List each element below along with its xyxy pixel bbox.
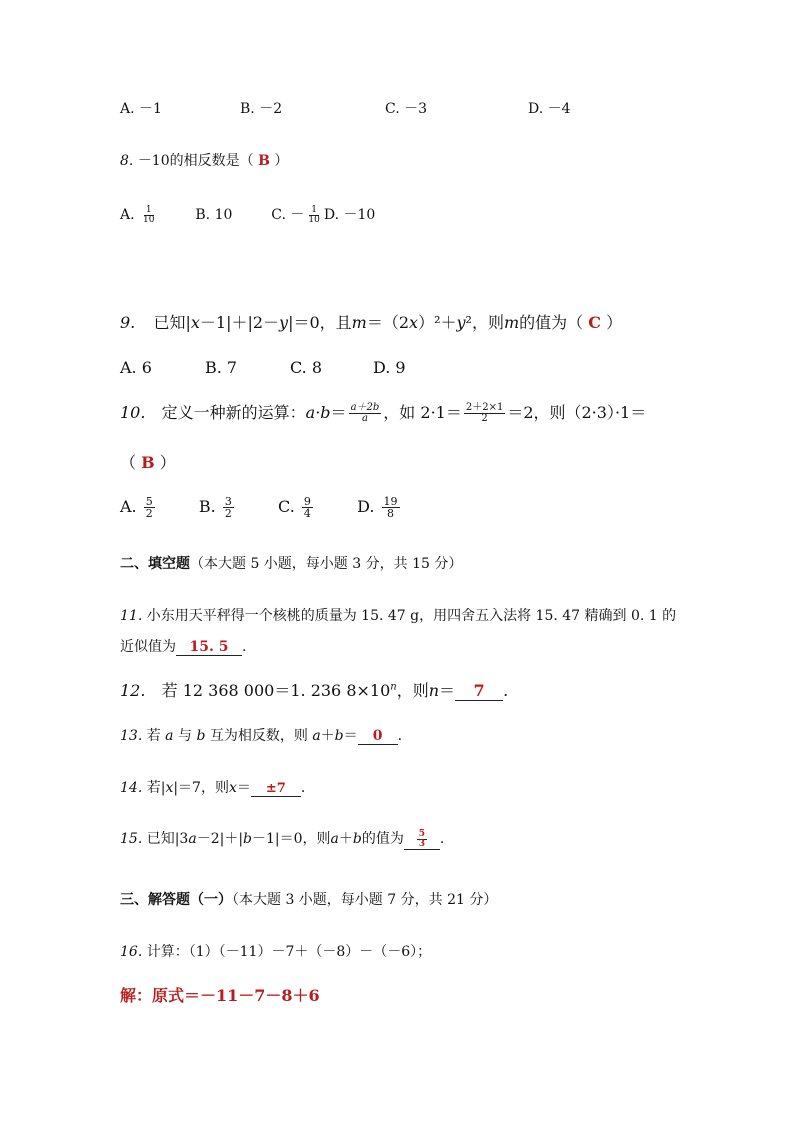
answer-blank (404, 830, 440, 850)
section-description: （本大题 3 小题，每小题 7 分，共 21 分） (232, 892, 498, 908)
numerator: 1 (145, 204, 152, 215)
q10-option-a-label: A. (120, 497, 137, 516)
numerator: 9 (303, 495, 311, 508)
var-b: b (196, 728, 206, 744)
q9-option-c: C. 8 (290, 358, 323, 377)
q11-line-2: 近似值为 (120, 639, 176, 655)
question-9 (120, 310, 622, 333)
numerator: 19 (383, 495, 398, 508)
q9-text-4: ＝（2 (366, 313, 410, 332)
q10-option-c-label: C. (278, 497, 295, 516)
numerator: a＋2b (350, 402, 380, 413)
denominator: 3 (418, 838, 425, 849)
answer-blank: 15. 5 (176, 640, 242, 656)
q10-options (120, 496, 402, 519)
answer: C (588, 313, 601, 332)
q15-text-1: 已知|3 (146, 831, 189, 847)
q10-option-b-label: B. (198, 497, 216, 516)
period: . (439, 831, 445, 847)
q15-text-4: 的值为 (361, 831, 404, 847)
var-a: a (188, 831, 197, 847)
q9-text-6: ²，则 (465, 313, 504, 332)
question-number: 10. (120, 403, 146, 422)
q13-text-2: 与 (177, 728, 192, 744)
q9-option-b: B. 7 (205, 358, 238, 377)
denominator: 8 (387, 507, 395, 520)
question-10-answer-line (120, 450, 176, 473)
q7-option-a: A. －1 (120, 101, 162, 117)
q10-option-c-fraction (302, 496, 313, 519)
denominator: 10 (308, 214, 320, 225)
question-number: 16. (120, 944, 143, 960)
answer: B (141, 453, 155, 472)
answer-blank: 7 (455, 682, 503, 701)
q9-option-d: D. 9 (373, 358, 406, 377)
q10-option-d-label: D. (357, 497, 375, 516)
q9-text-5: ）²＋ (418, 313, 457, 332)
question-8 (120, 150, 288, 170)
question-16 (120, 941, 431, 961)
denominator: 2 (224, 507, 232, 520)
q10-option-d-fraction (382, 496, 400, 519)
var-m: m (351, 313, 367, 332)
equals: ＝ (330, 403, 347, 422)
denominator: a (361, 413, 368, 424)
q15-text-3: －1|＝0，则 (252, 831, 331, 847)
q13-text-1: 若 (146, 728, 161, 744)
var-b: b (334, 728, 344, 744)
exponent: n (390, 681, 397, 693)
var-y: y (456, 313, 466, 332)
question-11-line-2 (120, 636, 246, 656)
period: . (397, 728, 403, 744)
q16-text: 计算：（1）（－11）－7＋（－8）－（－6）； (146, 944, 432, 960)
q9-text-1: 已知| (153, 313, 191, 332)
numerator: 5 (418, 828, 425, 839)
denominator: 2 (145, 507, 153, 520)
q10-example-post: ＝2，则（2·3）·1＝ (507, 403, 647, 422)
q8-option-a-label: A. (120, 207, 135, 223)
var-x: x (409, 313, 419, 332)
question-close: ） (159, 453, 176, 472)
question-close: ） (274, 153, 289, 169)
question-number: 11. (120, 608, 143, 624)
question-number: 9. (120, 313, 136, 332)
q9-text-2: －1|＋|2－ (199, 313, 280, 332)
q11-line-1: 小东用天平秤得一个核桃的质量为 15. 47 g，用四舍五入法将 15. 47 精确到 0. 1 的 (146, 608, 677, 624)
q14-text-1: 若| (146, 780, 166, 796)
equals: ＝ (439, 681, 456, 700)
numerator: 3 (224, 495, 232, 508)
equals: ＝ (343, 728, 358, 744)
section-2-heading (120, 553, 462, 573)
equals: ＝ (236, 780, 251, 796)
period: . (242, 639, 247, 655)
question-number: 12. (120, 681, 146, 700)
answer-fraction (417, 830, 427, 849)
q8-option-c-label: C. － (271, 207, 305, 223)
var-b: b (352, 831, 362, 847)
q10-example-pre: ，如 2·1＝ (383, 403, 462, 422)
var-a: a (165, 728, 174, 744)
q7-option-b: B. －2 (240, 101, 283, 117)
q13-text-3: 互为相反数，则 (209, 728, 308, 744)
var-a: a (312, 728, 321, 744)
denominator: 2 (481, 413, 488, 424)
q12-text-2: ，则 (396, 681, 429, 700)
section-3-heading (120, 889, 497, 909)
section-description: （本大题 5 小题，每小题 3 分，共 15 分） (190, 556, 463, 572)
solution-text: 解：原式＝－11－7－8＋6 (120, 986, 320, 1005)
numerator: 1 (311, 204, 318, 215)
question-number: 8. (120, 153, 134, 169)
numerator: 2＋2×1 (465, 402, 504, 413)
q10-option-a-fraction (144, 496, 155, 519)
question-11 (120, 605, 676, 625)
period: . (300, 780, 306, 796)
question-number: 14. (120, 780, 143, 796)
var-x: x (190, 313, 200, 332)
answer-blank: 0 (358, 729, 398, 745)
denominator: 10 (143, 214, 155, 225)
var-n: n (428, 681, 440, 700)
q15-text-2: －2|＋| (196, 831, 244, 847)
dot-operator: · (315, 403, 321, 422)
var-m: m (503, 313, 520, 332)
var-a: a (305, 403, 316, 422)
question-text: －10的相反数是（ (137, 153, 254, 169)
section-title: 二、填空题 (120, 556, 190, 572)
q8-options (120, 204, 375, 225)
q7-option-d: D. －4 (528, 101, 571, 117)
question-10 (120, 400, 646, 424)
var-x: x (165, 780, 174, 796)
definition-fraction (349, 403, 382, 424)
question-15 (120, 828, 444, 850)
denominator: 4 (303, 507, 311, 520)
q12-text-1: 若 12 368 000＝1. 236 8×10 (161, 681, 391, 700)
numerator: 5 (145, 495, 153, 508)
question-12 (120, 678, 508, 701)
var-x: x (228, 780, 237, 796)
q9-text-3: |＝0，且 (288, 313, 352, 332)
question-number: 15. (120, 831, 143, 847)
q8-option-d: D. －10 (323, 207, 376, 223)
answer: B (258, 153, 270, 169)
var-b: b (320, 403, 331, 422)
q10-text-1: 定义一种新的运算： (161, 403, 306, 422)
q7-option-c: C. －3 (385, 101, 428, 117)
q9-option-a: A. 6 (120, 358, 152, 377)
var-a: a (330, 831, 339, 847)
q9-text-7: 的值为（ (519, 313, 584, 332)
var-y: y (279, 313, 289, 332)
question-13 (120, 725, 402, 745)
plus: ＋ (338, 831, 353, 847)
plus: ＋ (320, 728, 335, 744)
question-number: 13. (120, 728, 143, 744)
question-open: （ (120, 453, 137, 472)
var-b: b (243, 831, 253, 847)
q10-option-b-fraction (223, 496, 234, 519)
answer-blank: ±7 (251, 782, 301, 797)
q8-option-a-fraction (141, 206, 156, 225)
q8-option-b: B. 10 (195, 207, 233, 223)
question-14 (120, 777, 305, 797)
example-fraction (464, 403, 505, 424)
section-title: 三、解答题（一） (120, 892, 232, 908)
q14-text-2: |＝7，则 (173, 780, 229, 796)
period: . (503, 681, 509, 700)
question-close: ） (606, 313, 623, 332)
q8-option-c-fraction (306, 206, 321, 225)
